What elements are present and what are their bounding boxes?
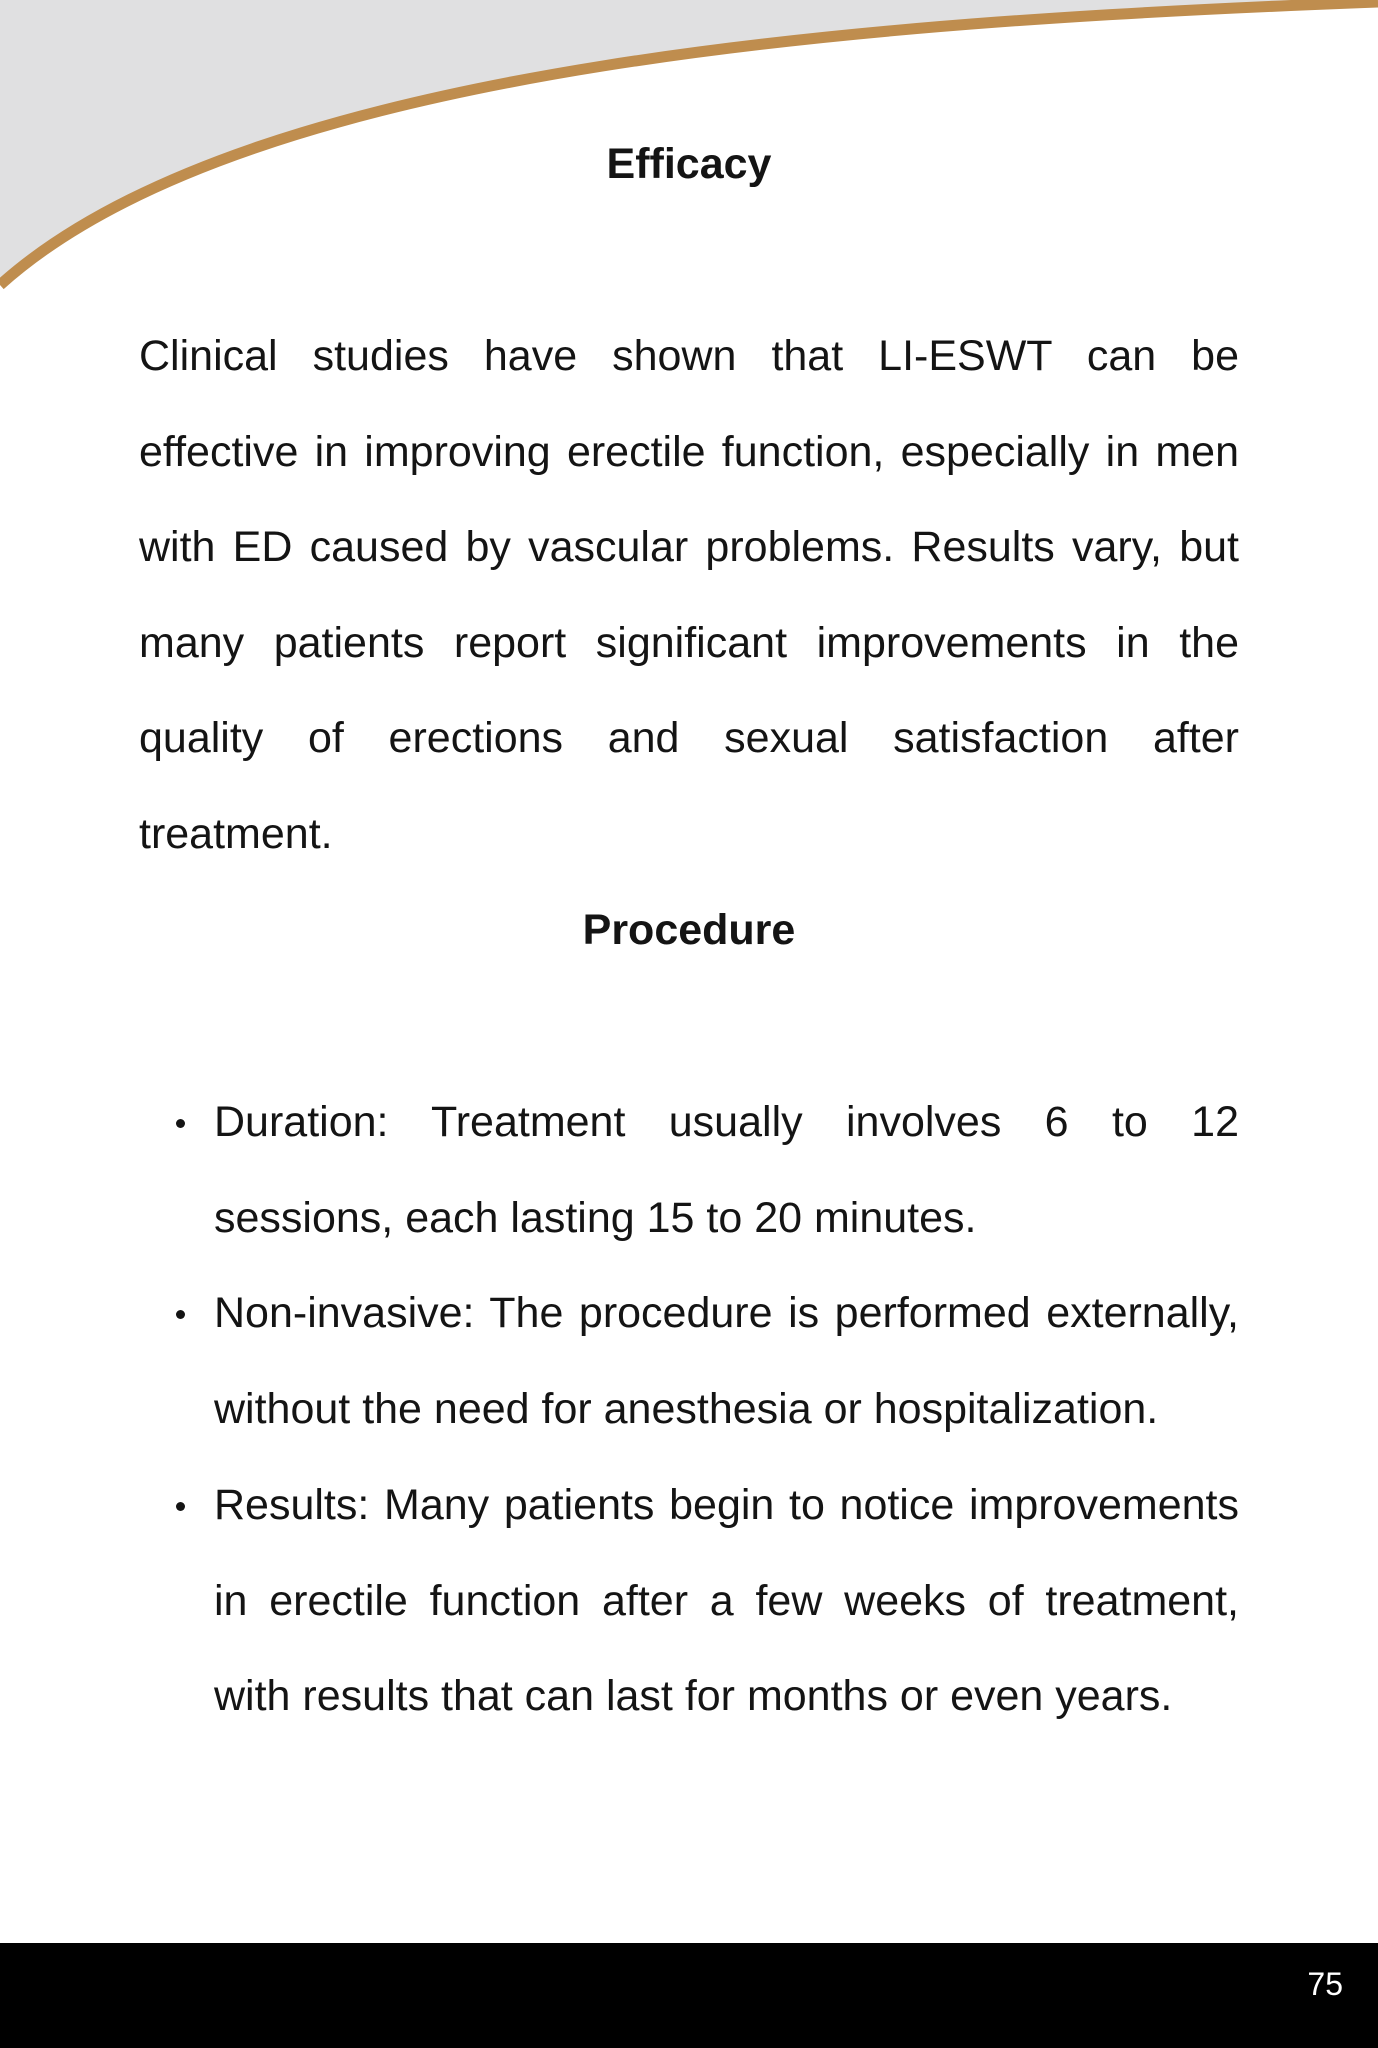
page-number: 75 — [1307, 1966, 1343, 2002]
efficacy-paragraph: Clinical studies have shown that LI-ESWT can be effective in improving erectile function, especially in men with ED caused by vascular problems. Results vary, but many patients report significant improvements in the quality of erections and sexual satisfaction after treatment. — [139, 332, 1239, 858]
bullet-icon — [176, 1502, 185, 1511]
procedure-item-results — [139, 1458, 1239, 1745]
bullet-icon — [176, 1310, 185, 1319]
procedure-item-text: Non-invasive: The procedure is performed externally, without the need for anesthesia or hospitalization. — [214, 1289, 1239, 1434]
procedure-item-text: Duration: Treatment usually involves 6 to 12 sessions, each lasting 15 to 20 minutes. — [214, 1098, 1239, 1242]
procedure-list — [139, 1075, 1239, 1745]
efficacy-heading: Efficacy — [606, 140, 772, 188]
procedure-item-text: Results: Many patients begin to notice improvements in erectile function after a few weeks of treatment, with results that can last for months or even years. — [214, 1480, 1239, 1721]
procedure-item-duration — [139, 1075, 1239, 1266]
procedure-heading: Procedure — [582, 906, 796, 954]
bullet-icon — [176, 1119, 185, 1128]
procedure-item-non-invasive — [139, 1266, 1239, 1457]
footer-bar — [0, 1943, 1378, 2048]
